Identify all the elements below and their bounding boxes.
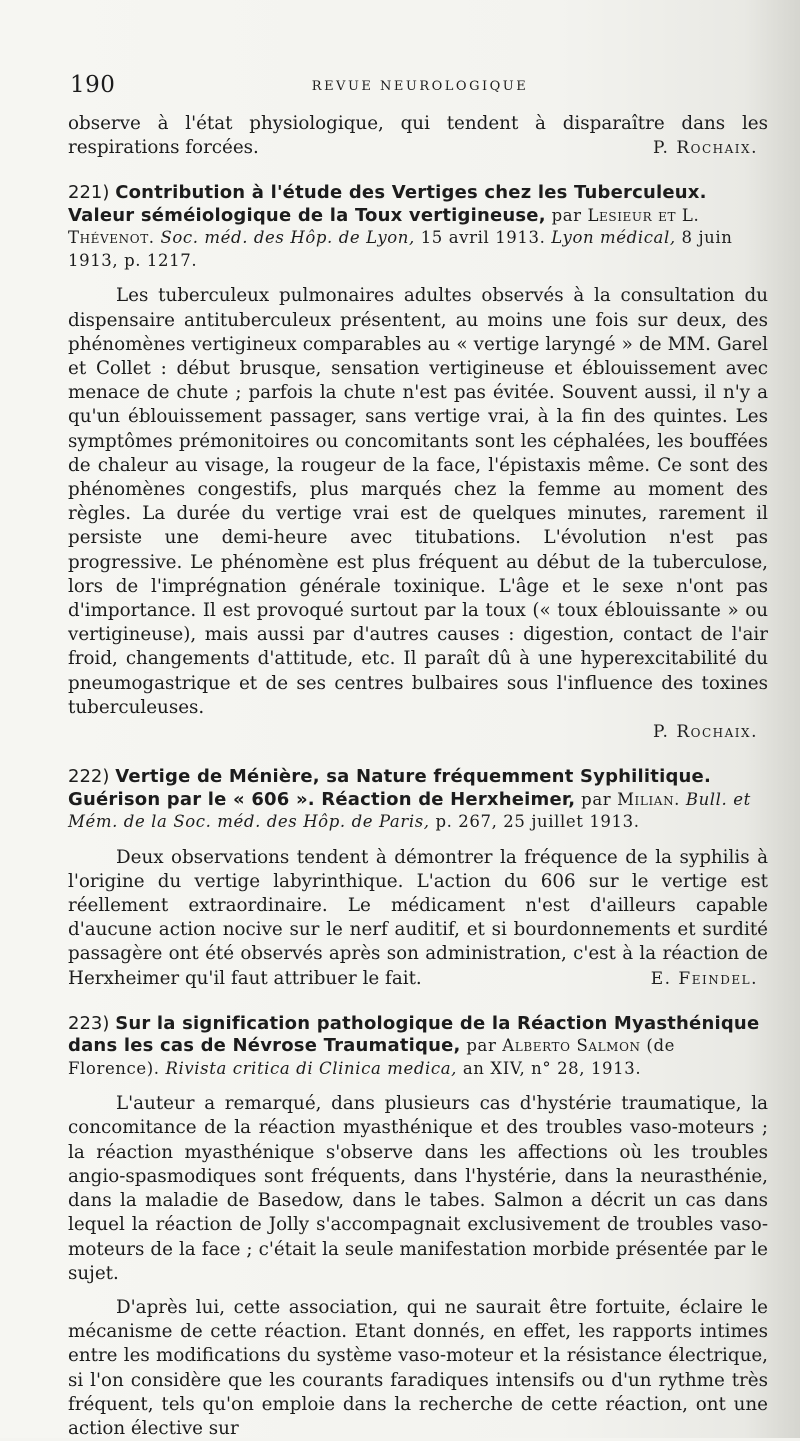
entry-title: Sur la signification pathologique de la Réaction Myasthénique dans les cas de Névrose Traumatique, (68, 1012, 760, 1057)
entry-number: 222) (68, 766, 110, 788)
entry-title: Contribution à l'étude des Vertiges chez les Tuberculeux. Valeur séméiologique de la Toux vertigineuse, (68, 182, 707, 226)
entry-par: par (551, 205, 582, 225)
entry-title: Vertige de Ménière, sa Nature fréquemment Syphilitique. Guérison par le « 606 ». Réaction de Herxheimer, (68, 766, 711, 810)
entry-paragraph: Deux observations tendent à démontrer la fréquence de la syphilis à l'origine du vertige labyrinthique. L'action du 606 sur le vertige est réellement extraordinaire. Le médicament n'est d'ailleurs capable d'aucune action nocive sur le nerf auditif, et si bourdonnements et surdité passagère ont été observés après son administration, c'est à la réaction de Herxheimer qu'il faut attribuer le fait. (68, 846, 768, 989)
entry-authors: Milian. (617, 789, 681, 809)
entry-par: par (466, 1036, 497, 1056)
entry-source-2: Lyon médical, (551, 228, 676, 248)
entry-signature: P. Rochaix. (653, 722, 758, 743)
abstract-entry-221 (68, 182, 768, 744)
page-header (70, 72, 770, 102)
entry-heading (68, 1013, 768, 1081)
entry-number: 221) (68, 182, 110, 204)
entry-source: Rivista critica di Clinica medica, (165, 1058, 458, 1078)
abstract-entry-223 (68, 1013, 768, 1441)
continued-paragraph: observe à l'état physiologique, qui tendent à disparaître dans les respirations forcées. (68, 113, 768, 159)
running-title: REVUE NEUROLOGIQUE (311, 79, 529, 94)
entry-paragraph: Les tuberculeux pulmonaires adultes observés à la consultation du dispensaire antituberculeux présentent, au moins une fois sur deux, des phénomènes vertigineux comparables au « vertige laryngé » de MM. Garel et Collet : début brusque, sensation vertigineuse et éblouissement avec menace de chute ; parfois la chute n'est pas évitée. Souvent aussi, il n'y a qu'un éblouissement passager, sans vertige vrai, à la fin des quintes. Les symptômes prémonitoires ou concomitants sont les céphalées, les bouffées de chaleur au visage, la rougeur de la face, l'épistaxis même. Ce sont des phénomènes congestifs, plus marqués chez la femme au moment des règles. La durée du vertige vrai est de quelques minutes, rarement il persiste une demi-heure avec titubations. L'évolution n'est pas progressive. Le phénomène est plus fréquent au début de la tuberculose, lors de l'imprégnation générale toxinique. L'âge et le sexe n'ont pas d'importance. Il est provoqué surtout par la toux (« toux éblouissante » ou vertigineuse), mais aussi par d'autres causes : digestion, contact de l'air froid, changements d'attitude, etc. Il paraît dû à une hyperexcitabilité du pneumogastrique et de ses centres bulbaires sous l'influence des toxines tuberculeuses. (68, 285, 768, 718)
entry-date-2: 8 juin 1913, p. 1217. (68, 228, 733, 270)
abstract-entry-222 (68, 766, 768, 991)
entry-authors: Lesieur et L. Thévenot. (68, 205, 700, 248)
entry-heading (68, 182, 768, 272)
entry-signature: E. Feindel. (650, 968, 758, 989)
entry-place: (de Florence). (68, 1036, 675, 1078)
entry-par: par (581, 789, 612, 809)
entry-number: 223) (68, 1012, 110, 1034)
page-number: 190 (70, 72, 116, 98)
entry-source: Soc. méd. des Hôp. de Lyon, (160, 228, 415, 248)
page-content (68, 112, 768, 1441)
entry-paragraph: L'auteur a remarqué, dans plusieurs cas d'hystérie traumatique, la concomitance de la réaction myasthénique et des troubles vaso-moteurs ; la réaction myasthénique s'observe dans les affections où les troubles angio-spasmodiques sont fréquents, dans l'hystérie, dans la neurasthénie, dans la maladie de Basedow, dans le tabes. Salmon a décrit un cas dans lequel la réaction de Jolly s'accompagnait exclusivement de troubles vaso-moteurs de la face ; c'était la seule manifestation morbide présentée par le sujet. (68, 1093, 768, 1284)
entry-paragraph: D'après lui, cette association, qui ne saurait être fortuite, éclaire le mécanisme de cette réaction. Etant donnés, en effet, les rapports intimes entre les modifications du système vaso-moteur et la résistance électrique, si l'on considère que les courants faradiques intensifs ou d'un rythme très fréquent, tels qu'on emploie dans la recherche de cette réaction, ont une action élective sur (68, 1296, 768, 1439)
entry-heading (68, 766, 768, 834)
entry-date: an XIV, n° 28, 1913. (462, 1058, 642, 1078)
entry-date: 15 avril 1913. (420, 228, 546, 248)
fragment-signature: P. Rochaix. (653, 138, 758, 159)
entry-authors: Alberto Salmon (502, 1036, 641, 1056)
entry-source: Bull. et Mém. de la Soc. méd. des Hôp. de Paris, (68, 789, 751, 832)
entry-date: p. 267, 25 juillet 1913. (435, 812, 640, 832)
